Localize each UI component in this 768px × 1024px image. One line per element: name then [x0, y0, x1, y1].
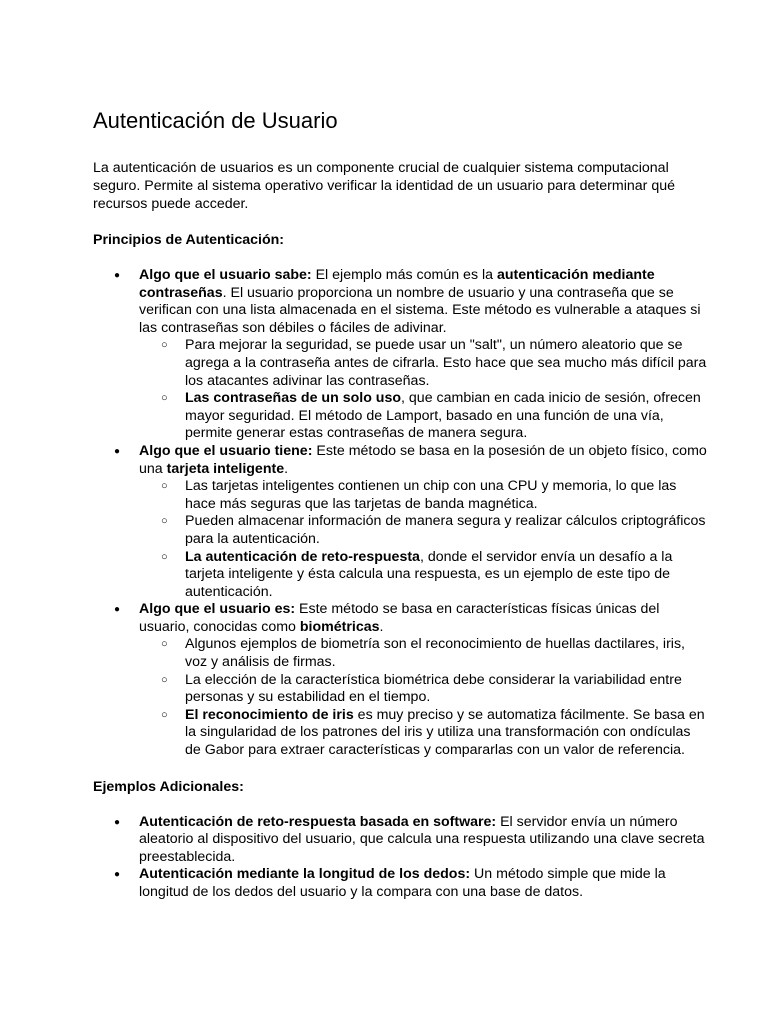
bold-text: Algo que el usuario tiene: — [139, 442, 313, 459]
page-title: Autenticación de Usuario — [93, 108, 338, 133]
sub-list-item — [139, 636, 708, 671]
sub-list-item — [139, 707, 708, 760]
sub-list-item — [139, 513, 708, 548]
sub-list-item — [139, 478, 708, 513]
body-text: El servidor envía un número aleatorio al dispositivo del usuario, que calcula una respuesta utilizando una clave secreta preestablecida. — [139, 813, 705, 865]
body-text: La elección de la característica biométrica debe considerar la variabilidad entre personas y su estabilidad en el tiempo. — [185, 671, 682, 706]
sub-list-item — [139, 337, 708, 390]
bold-text: Autenticación de reto-respuesta basada en software: — [139, 813, 497, 830]
body-text: Pueden almacenar información de manera segura y realizar cálculos criptográficos para la autenticación. — [185, 513, 706, 547]
list-item-knowledge — [93, 267, 708, 443]
bold-text: La autenticación de reto-respuesta — [185, 548, 420, 565]
body-text: es muy preciso y se automatiza fácilmente. Se basa en la singularidad de los patrones del iris y utiliza una transformación con ondículas de Gabor para extraer características y compararlas con un valor de referencia. — [185, 706, 705, 759]
bold-text: Algo que el usuario es: — [139, 601, 296, 618]
body-text: . — [379, 618, 384, 635]
bold-text: biométricas — [299, 618, 380, 635]
bold-text: El reconocimiento de iris — [185, 706, 354, 723]
examples-list — [93, 814, 708, 902]
body-text: , donde el servidor envía un desafío a la tarjeta inteligente y ésta calcula una respuesta, es un ejemplo de este tipo de autenticación. — [185, 548, 673, 600]
sub-list — [139, 478, 708, 601]
body-text: . — [284, 460, 289, 477]
principles-list — [93, 267, 708, 760]
bold-text: Autenticación mediante la longitud de los dedos: — [139, 866, 471, 883]
body-text: El ejemplo más común es la — [311, 267, 497, 283]
sub-list-item — [139, 672, 708, 707]
sub-list-item — [139, 390, 708, 443]
examples-heading: Ejemplos Adicionales: — [93, 778, 244, 795]
sub-list — [139, 337, 708, 443]
body-text: Este método se basa en características físicas únicas del usuario, conocidas como — [139, 601, 660, 635]
body-text: , que cambian en cada inicio de sesión, ofrecen mayor seguridad. El método de Lamport, basado en una función de una vía, permite generar estas contraseñas de manera segura. — [185, 390, 701, 442]
body-text: Las tarjetas inteligentes contienen un chip con una CPU y memoria, lo que las hace más seguras que las tarjetas de banda magnética. — [185, 478, 677, 512]
list-item-possession — [93, 443, 708, 601]
principles-heading: Principios de Autenticación: — [93, 232, 285, 248]
list-item-biometric — [93, 601, 708, 759]
body-text: Algunos ejemplos de biometría son el reconocimiento de huellas dactilares, iris, voz y análisis de firmas. — [185, 636, 685, 671]
bold-text: autenticación mediante contraseñas — [139, 267, 655, 301]
sub-list — [139, 636, 708, 759]
body-text: Para mejorar la seguridad, se puede usar un "salt", un número aleatorio que se agrega a la contraseña antes de cifrarla. Esto hace que sea mucho más difícil para los atacantes adivinar las contraseñas. — [185, 337, 707, 389]
list-item-example — [93, 814, 708, 867]
body-text: Este método se basa en la posesión de un objeto físico, como una — [139, 442, 707, 477]
sub-list-item — [139, 549, 708, 602]
bold-text: tarjeta inteligente — [166, 460, 285, 477]
intro-paragraph: La autenticación de usuarios es un componente crucial de cualquier sistema computacional seguro. Permite al sistema operativo verificar la identidad de un usuario para determinar qué recursos puede acceder. — [93, 160, 675, 212]
bold-text: Las contraseñas de un solo uso — [185, 390, 402, 407]
list-item-example — [93, 866, 708, 901]
body-text: Un método simple que mide la longitud de los dedos del usuario y la compara con una base de datos. — [139, 866, 666, 900]
body-text: . El usuario proporciona un nombre de usuario y una contraseña que se verifican con una lista almacenada en el sistema. Este método es vulnerable a ataques si las contraseñas son débiles o fáciles de adivinar. — [139, 284, 701, 336]
bold-text: Algo que el usuario sabe: — [139, 267, 312, 283]
